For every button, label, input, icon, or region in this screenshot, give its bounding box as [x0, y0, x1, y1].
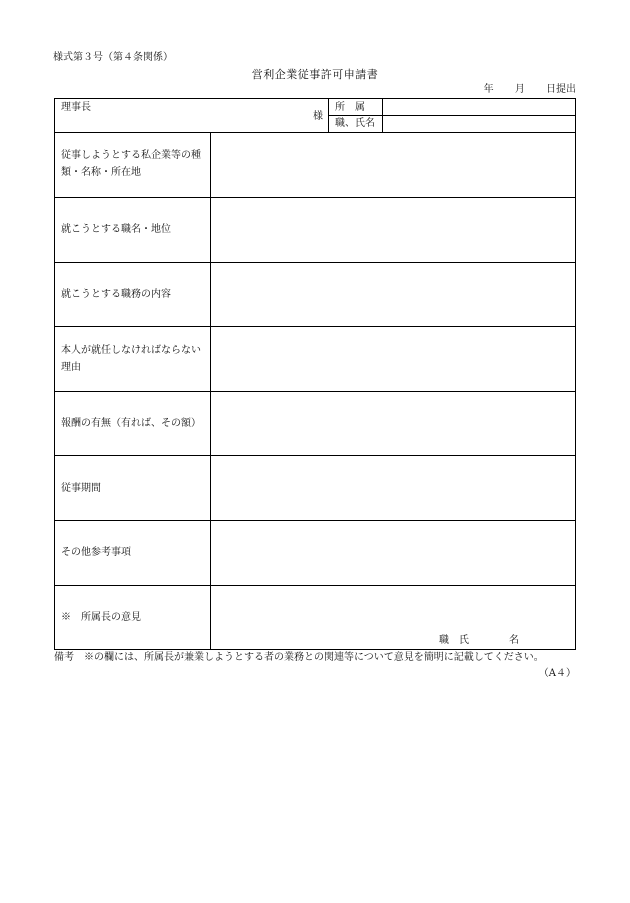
row-label-supervisor-opinion: ※ 所属長の意見 — [61, 612, 141, 623]
month-label: 月 — [514, 84, 525, 95]
paper-size-label: （A４） — [538, 668, 576, 679]
recipient-label: 理事長 — [61, 102, 91, 113]
signature-label: 職 氏 名 — [439, 635, 519, 646]
row-label-compensation: 報酬の有無（有れば、その額） — [61, 418, 201, 429]
affiliation-field[interactable] — [383, 99, 575, 115]
reason-field[interactable] — [211, 327, 575, 391]
date-line — [470, 85, 576, 95]
day-submitted-label: 日提出 — [546, 84, 576, 95]
row-label-position: 就こうとする職名・地位 — [61, 224, 171, 235]
year-label: 年 — [483, 84, 494, 95]
honorific-label: 様 — [313, 111, 323, 122]
company-field[interactable] — [211, 133, 575, 197]
row-label-other: その他参考事項 — [61, 547, 131, 558]
affiliation-label: 所 属 — [335, 102, 365, 113]
period-field[interactable] — [211, 456, 575, 520]
supervisor-opinion-field[interactable] — [211, 586, 575, 649]
row-label-duties: 就こうとする職務の内容 — [61, 289, 171, 300]
name-field[interactable] — [383, 116, 575, 132]
row-label-period: 従事期間 — [61, 483, 101, 494]
form-number: 様式第３号（第４条関係） — [53, 52, 173, 63]
duties-field[interactable] — [211, 263, 575, 326]
position-field[interactable] — [211, 198, 575, 262]
form-title: 営利企業従事許可申請書 — [251, 68, 379, 81]
name-label: 職、氏名 — [335, 118, 375, 129]
row-label-reason: 本人が就任しなければならない理由 — [61, 345, 201, 373]
other-field[interactable] — [211, 521, 575, 585]
compensation-field[interactable] — [211, 392, 575, 455]
row-label-company: 従事しようとする私企業等の種類・名称・所在地 — [61, 150, 201, 178]
application-form-table — [54, 98, 576, 650]
remarks-note: 備考 ※の欄には、所属長が兼業しようとする者の業務との関連等について意見を簡明に記載してください。 — [54, 652, 544, 663]
